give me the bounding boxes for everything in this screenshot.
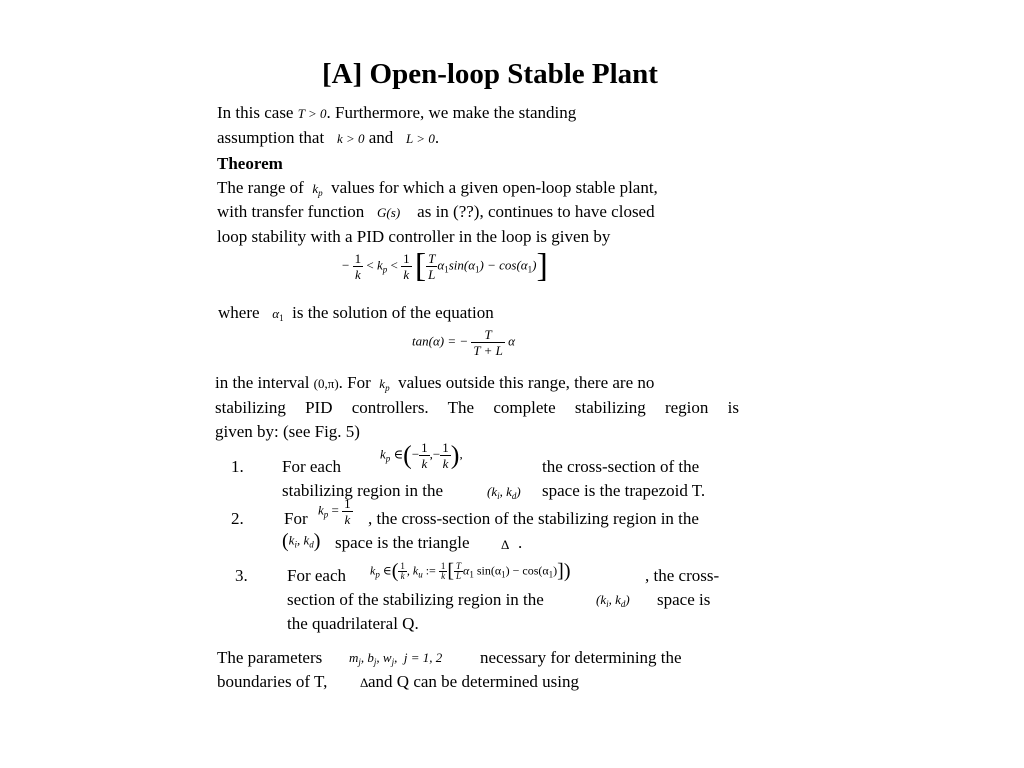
math-l-positive: L > 0 [406,131,435,146]
math-t-positive: T > 0 [297,106,327,121]
list-item-2-dot: . [518,533,523,552]
math-ki-kd-1: ($k_i$, $k_d$) [487,484,521,501]
list-item-2-label: For [284,509,308,528]
intro-line-2: assumption that k > 0 and L > 0. [217,128,440,147]
list-item-1-text-d: space is the trapezoid T. [542,481,706,500]
params-line-1-label: The parameters [217,648,323,667]
where-line: where $\alpha_1$ is the solution of the equation [218,303,494,323]
math-kp: $k_p$ [312,181,323,198]
kp-interval-expression: $k_p$ ∈(− $\frac{1}{k}$ ,− $\frac{1}{k}$ ), [380,440,463,471]
params-line-2-text: and Q can be determined using [368,672,580,691]
page-title: [A] Open-loop Stable Plant [322,58,658,90]
fraction-1-over-k: $\frac{1}{k}$ [354,251,362,282]
math-alpha1: $\alpha_1$ [272,306,284,323]
kp-equals-expression: $k_p$ = $\frac{1}{k}$ [318,496,351,527]
params-line-2-label: boundaries of T, [217,672,328,691]
interval-line-2: stabilizing PID controllers. The complete stabilizing region is [215,398,739,417]
intro-line-1: In this case T > 0. Furthermore, we make the standing [217,103,577,122]
math-gs: G(s) [377,205,401,220]
fraction-1-over-k-2: $\frac{1}{k}$ [403,251,410,282]
list-item-3-text-e: the quadrilateral Q. [287,614,419,633]
math-delta-triangle: Δ [501,537,510,552]
list-item-1-text-c: stabilizing region in the [282,481,443,500]
math-mj-bj-wj: $m_j$, $b_j$, $w_j$, j = 1, 2 [349,650,443,667]
list-item-1-number: 1. [231,457,244,476]
list-item-3-text-c: section of the stabilizing region in the [287,590,544,609]
math-kp-2: $k_p$ [379,376,390,393]
list-item-3-text-b: , the cross- [645,566,720,585]
math-ki-kd-3: ($k_i$, $k_d$) [596,592,630,609]
fraction-t-over-l: $\frac{T}{L}$ [428,251,436,282]
tan-equation: tan(α) = − $\frac{T}{T + L}$ α [412,327,515,358]
list-item-1-label: For each [282,457,342,476]
list-item-3-label: For each [287,566,347,585]
math-delta-params: Δ [360,675,369,690]
theorem-line-1: The range of $k_p$ values for which a given open-loop stable plant, [217,178,658,198]
list-item-1-text-b: the cross-section of the [542,457,700,476]
list-item-2-number: 2. [231,509,244,528]
interval-line-1: in the interval (0,π). For $k_p$ values outside this range, there are no [215,373,655,393]
kp-range-equation: − $\frac{1}{k}$ < $k_p$ < $\frac{1}{k}$ [ $\frac{T}{L}$ $\alpha_1\sin(\alpha_1) - \cos(\alpha_1)$] [342,247,548,285]
theorem-heading: Theorem [217,154,283,173]
list-item-3-number: 3. [235,566,248,585]
kp-ku-expression: $k_p$ ∈( $\frac{1}{k}$ , $k_u$ := $\frac{1}{k}$ [ $\frac{T}{L}$ $\alpha_1$ $\sin(\alpha_1) - \cos(\alpha_1)$]) [370,560,571,582]
params-line-1-text: necessary for determining the [480,648,682,667]
list-item-2-text-c: space is the triangle [335,533,470,552]
math-k-positive: k > 0 [336,131,365,146]
list-item-3-text-d: space is [657,590,711,609]
list-item-2-text-b: , the cross-section of the stabilizing region in the [368,509,699,528]
interval-line-3: given by: (see Fig. 5) [215,422,360,441]
math-interval: (0,π) [313,376,339,391]
theorem-line-2: with transfer function G(s) as in (??), continues to have closed [217,202,655,221]
math-ki-kd-2: ($k_i$, $k_d$) [282,530,321,552]
fraction-t-over-tl: $\frac{T}{T + L}$ [473,327,503,358]
theorem-line-3: loop stability with a PID controller in the loop is given by [217,227,611,246]
